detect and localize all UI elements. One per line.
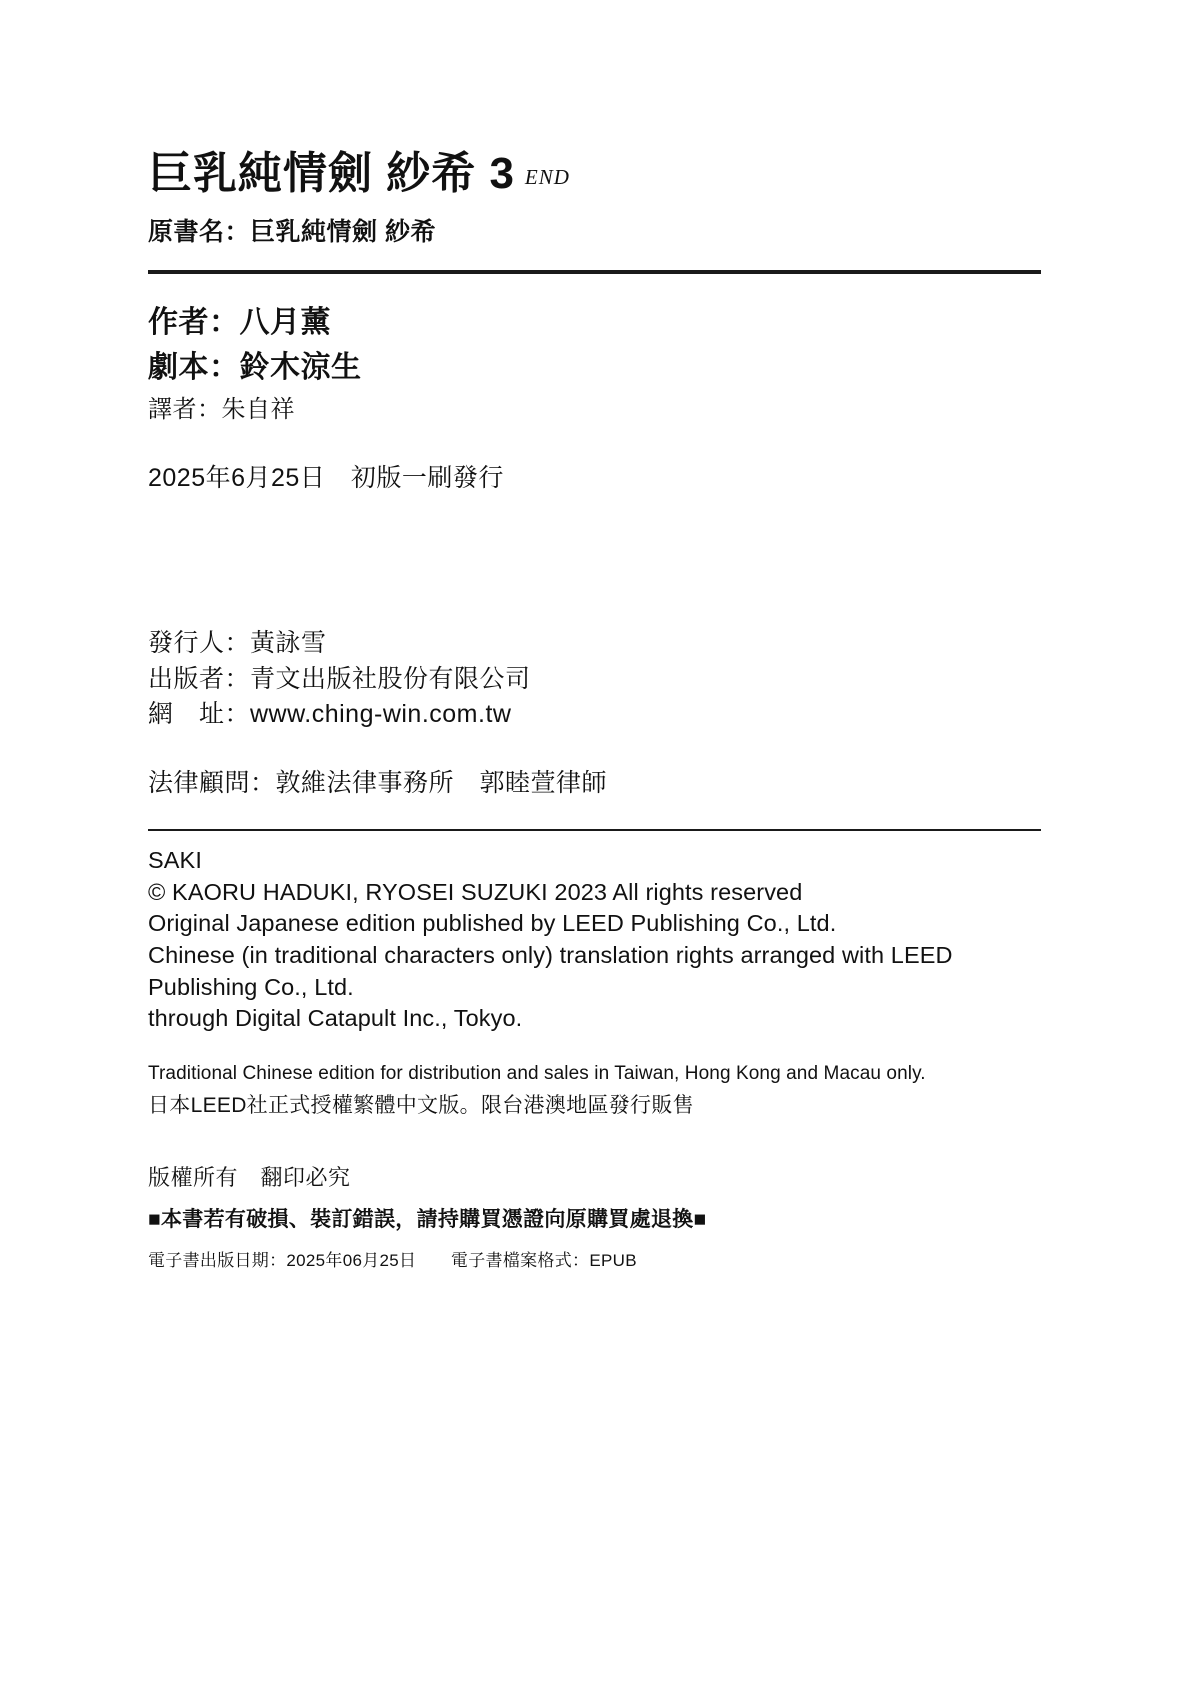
divider-thin-wrap — [148, 829, 1048, 831]
distribution-english: Traditional Chinese edition for distribution and sales in Taiwan, Hong Kong and Macau only. — [148, 1063, 926, 1085]
copyright-line-1: SAKI — [148, 846, 202, 873]
rights-reserved: 版權所有 翻印必究 — [148, 1165, 351, 1191]
copyright-line-4: Chinese (in traditional characters only) translation rights arranged with LEED — [148, 942, 953, 969]
credit-translator: 譯者：朱自祥 — [148, 396, 295, 424]
publisher-website[interactable]: 網 址：www.ching-win.com.tw — [148, 700, 512, 729]
publisher-issuer: 發行人：黃詠雪 — [148, 629, 327, 658]
end-mark: END — [524, 165, 570, 189]
title-block — [148, 150, 1048, 198]
copyright-line-2: © KAORU HADUKI, RYOSEI SUZUKI 2023 All rights reserved — [148, 878, 803, 905]
ebook-info: 電子書出版日期：2025年06月25日 電子書檔案格式：EPUB — [148, 1251, 637, 1271]
legal-advisor: 法律顧問：敦維法律事務所 郭睦萱律師 — [148, 768, 608, 797]
original-title: 原書名：巨乳純情劍 紗希 — [148, 218, 436, 247]
credit-author: 作者：八月薰 — [148, 306, 331, 340]
footer-block — [148, 1161, 1048, 1271]
copyright-line-6: through Digital Catapult Inc., Tokyo. — [148, 1005, 523, 1032]
divider-thick-top — [148, 270, 1041, 274]
credits-block — [148, 300, 1048, 494]
damage-notice: ■本書若有破損、裝訂錯誤，請持購買憑證向原購買處退換■ — [148, 1208, 707, 1232]
copyright-line-3: Original Japanese edition published by LEED Publishing Co., Ltd. — [148, 910, 837, 937]
distribution-block — [148, 1061, 1048, 1121]
copyright-block — [148, 845, 1048, 1035]
page-title: 巨乳純情劍 紗希 3 — [148, 149, 515, 198]
publisher-block — [148, 626, 1048, 799]
publisher-company: 出版者：青文出版社股份有限公司 — [148, 664, 531, 693]
colophon-content — [148, 150, 1048, 1271]
distribution-chinese: 日本LEED社正式授權繁體中文版。限台港澳地區發行販售 — [148, 1093, 694, 1117]
credit-script: 劇本：鈴木涼生 — [148, 351, 362, 385]
copyright-line-5: Publishing Co., Ltd. — [148, 973, 354, 1000]
divider-thin — [148, 829, 1041, 831]
publication-date: 2025年6月25日 初版一刷發行 — [148, 464, 504, 493]
